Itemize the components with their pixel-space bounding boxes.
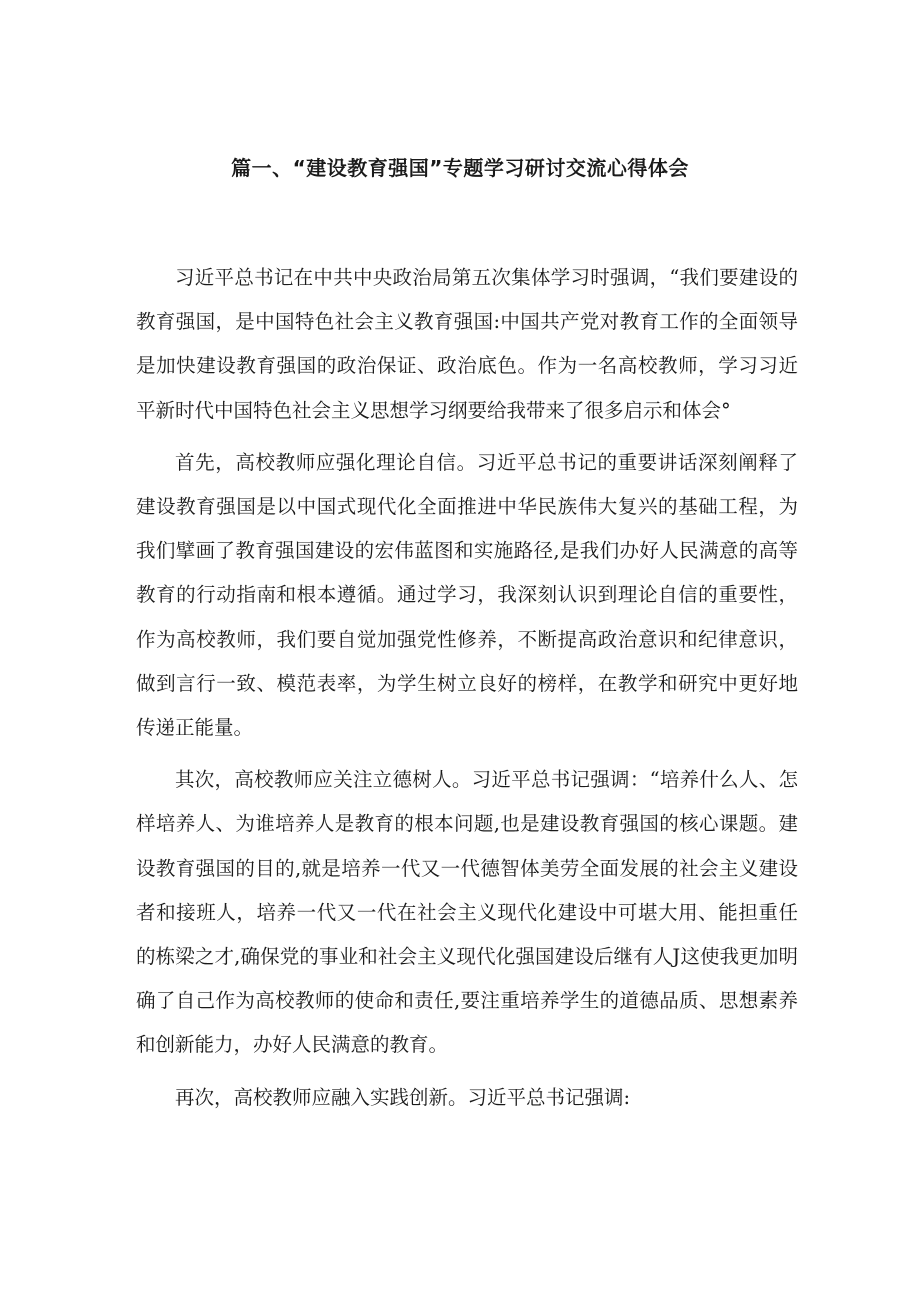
paragraph-third: 再次，高校教师应融入实践创新。习近平总书记强调: xyxy=(175,1085,631,1109)
paragraph-second: 其次，高校教师应关注立德树人。习近平总书记强调：“培养什么人、怎样培养人、为谁培养人是教育的根本问题,也是建设教育强国的核心课题。建设教育强国的目的,就是培养一代又一代德智体美劳全面发展的社会主义建设者和接班人，培养一代又一代在社会主义现代化建设中可堪大用、能担重任的栋梁之才,确保党的事业和社会主义现代化强国建设后继有人J这使我更加明确了自己作为高校教师的使命和责任,要注重培养学生的道德品质、思想素养和创新能力，办好人民满意的教育。 xyxy=(136,768,798,1057)
paragraph-intro: 习近平总书记在中共中央政治局第五次集体学习时强调，“我们要建设的教育强国，是中国特色社会主义教育强国:中国共产党对教育工作的全面领导是加快建设教育强国的政治保证、政治底色。作为一名高校教师，学习习近平新时代中国特色社会主义思想学习纲要给我带来了很多启示和体会° xyxy=(136,266,798,422)
document-body xyxy=(136,256,798,1128)
document-title: 篇一、“建设教育强国”专题学习研讨交流心得体会 xyxy=(231,156,689,180)
paragraph-first: 首先，高校教师应强化理论自信。习近平总书记的重要讲话深刻阐释了建设教育强国是以中国式现代化全面推进中华民族伟大复兴的基础工程，为我们擘画了教育强国建设的宏伟蓝图和实施路径,是我们办好人民满意的高等教育的行动指南和根本遵循。通过学习，我深刻认识到理论自信的重要性，作为高校教师，我们要自觉加强党性修养，不断提高政治意识和纪律意识，做到言行一致、模范表率，为学生树立良好的榜样，在教学和研究中更好地传递正能量。 xyxy=(136,450,798,740)
